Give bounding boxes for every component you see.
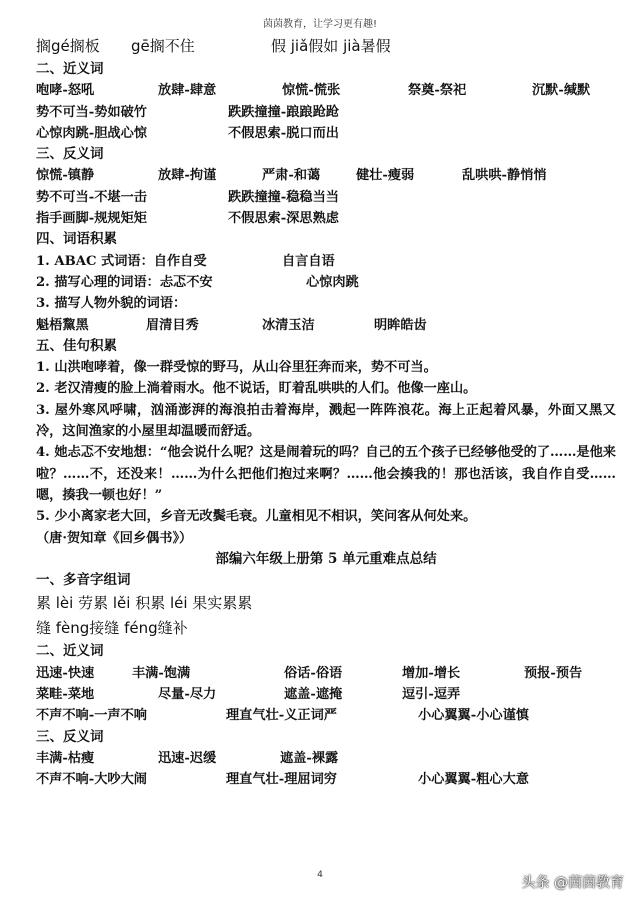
antonym-row xyxy=(36,208,616,229)
page-header: 茵茵教育，让学习更有趣! xyxy=(262,19,377,30)
section-heading: 四、词语积累 xyxy=(36,231,117,248)
unit-title: 部编六年级上册第 5 单元重难点总结 xyxy=(215,550,437,567)
word-pair: 惊慌-慌张 xyxy=(282,83,341,99)
word-pair: 逗引-逗弄 xyxy=(402,687,461,703)
sentence-3: 3. 屋外寒风呼啸，汹涌澎湃的海浪拍击着海岸，溅起一阵阵浪花。海上正起着风暴，外面又黑又冷，这间渔家的小屋里却温暖而舒适。 xyxy=(36,402,616,440)
synonym-row xyxy=(36,684,616,705)
section-heading: 二、近义词 xyxy=(36,643,104,660)
antonym-row xyxy=(36,748,616,769)
polyphone-feng: 缝 fèng接缝 féng缝补 xyxy=(36,619,188,638)
word-pair: 祭奠-祭祀 xyxy=(408,83,467,99)
word-pair: 惊慌-镇静 xyxy=(36,168,95,184)
word: 魁梧黧黑 xyxy=(36,317,89,333)
word-pair: 遮盖-遮掩 xyxy=(284,687,343,703)
vocab-appearance-row xyxy=(36,315,616,336)
word-pair: 健壮-瘦弱 xyxy=(356,168,415,184)
section-heading: 二、近义词 xyxy=(36,61,104,77)
word-pair: 不声不响-一声不响 xyxy=(36,708,147,724)
antonym-row xyxy=(36,165,616,186)
word-pair: 小心翼翼-粗心大意 xyxy=(418,772,529,788)
vocab-abac-2: 自言自语 xyxy=(282,253,335,269)
vocab-line xyxy=(36,251,616,272)
vocab-psych-2: 心惊肉跳 xyxy=(306,274,359,290)
vocab-line: 3. 描写人物外貌的词语： xyxy=(36,296,187,312)
page-number: 4 xyxy=(317,870,323,880)
polyphone-ge-1: 搁gé搁板 xyxy=(36,37,100,55)
word-pair: 乱哄哄-静悄悄 xyxy=(462,168,547,184)
word-pair: 预报-预告 xyxy=(524,665,583,681)
sentence-2: 2. 老汉清瘦的脸上淌着雨水。他不说话，盯着乱哄哄的人们。他像一座山。 xyxy=(36,381,477,397)
antonym-row xyxy=(36,769,616,790)
word-pair: 指手画脚-规规矩矩 xyxy=(36,211,147,227)
word-pair: 理直气壮-理屈词穷 xyxy=(226,772,337,788)
synonym-row xyxy=(36,102,616,123)
word-pair: 迅速-快速 xyxy=(36,665,95,681)
word-pair: 咆哮-怒吼 xyxy=(36,83,95,99)
word-pair: 严肃-和蔼 xyxy=(262,168,321,184)
word-pair: 增加-增长 xyxy=(402,665,461,681)
vocab-line xyxy=(36,272,616,293)
polyphone-jia: 假 jiǎ假如 jià暑假 xyxy=(271,37,391,55)
word-pair: 不假思索-深思熟虑 xyxy=(228,211,339,227)
word-pair: 理直气壮-义正词严 xyxy=(226,708,337,724)
sentence-4: 4. 她忐忑不安地想：“他会说什么呢？这是闹着玩的吗？自己的五个孩子已经够他受的了……是他来啦？……不，还没来！……为什么把他们抱过来啊？……他会揍我的！那也活该，我自作自受……嗯，揍我一顿也好！” xyxy=(36,445,616,503)
word-pair: 丰满-枯瘦 xyxy=(36,750,95,766)
section-heading: 五、佳句积累 xyxy=(36,337,117,354)
word-pair: 沉默-缄默 xyxy=(532,83,591,99)
word: 冰清玉洁 xyxy=(262,317,315,333)
polyphone-lei: 累 lèi 劳累 lěi 积累 léi 果实累累 xyxy=(36,594,253,613)
word-pair: 跌跌撞撞-稳稳当当 xyxy=(228,189,339,205)
word-pair: 放肆-肆意 xyxy=(158,83,217,99)
word: 明眸皓齿 xyxy=(374,317,427,333)
antonym-row xyxy=(36,187,616,208)
word-pair: 尽量-尽力 xyxy=(158,687,217,703)
section-heading: 一、多音字组词 xyxy=(36,572,131,589)
synonym-row xyxy=(36,80,616,101)
word-pair: 跌跌撞撞-踉踉跄跄 xyxy=(228,104,339,120)
word-pair: 菜畦-菜地 xyxy=(36,687,95,703)
word: 眉清目秀 xyxy=(146,317,199,333)
word-pair: 俗话-俗语 xyxy=(284,665,343,681)
poem-source: （唐·贺知章《回乡偶书》） xyxy=(36,530,193,546)
word-pair: 迅速-迟缓 xyxy=(158,750,217,766)
synonym-row xyxy=(36,123,616,144)
word-pair: 不声不响-大吵大闹 xyxy=(36,772,147,788)
watermark-logo: 头条 @茵茵教育 xyxy=(521,875,624,891)
word-pair: 不假思索-脱口而出 xyxy=(228,125,339,141)
word-pair: 势不可当-势如破竹 xyxy=(36,104,147,120)
sentence-5: 5. 少小离家老大回，乡音无改鬓毛衰。儿童相见不相识，笑问客从何处来。 xyxy=(36,509,477,525)
synonym-row xyxy=(36,705,616,726)
vocab-abac: 1. ABAC 式词语：自作自受 xyxy=(36,253,207,269)
polyphone-ge-2: gē搁不住 xyxy=(131,37,195,55)
section-heading: 三、反义词 xyxy=(36,728,104,745)
synonym-row xyxy=(36,663,616,684)
polyphone-line xyxy=(36,34,616,59)
word-pair: 心惊肉跳-胆战心惊 xyxy=(36,125,147,141)
word-pair: 势不可当-不堪一击 xyxy=(36,189,147,205)
vocab-psych: 2. 描写心理的词语：忐忑不安 xyxy=(36,274,213,290)
sentence-1: 1. 山洪咆哮着，像一群受惊的野马，从山谷里狂奔而来，势不可当。 xyxy=(36,360,437,376)
word-pair: 小心翼翼-小心谨慎 xyxy=(418,708,529,724)
word-pair: 丰满-饱满 xyxy=(132,665,191,681)
document-body xyxy=(36,34,616,791)
word-pair: 放肆-拘谨 xyxy=(158,168,217,184)
section-heading: 三、反义词 xyxy=(36,146,104,163)
word-pair: 遮盖-裸露 xyxy=(280,750,339,766)
